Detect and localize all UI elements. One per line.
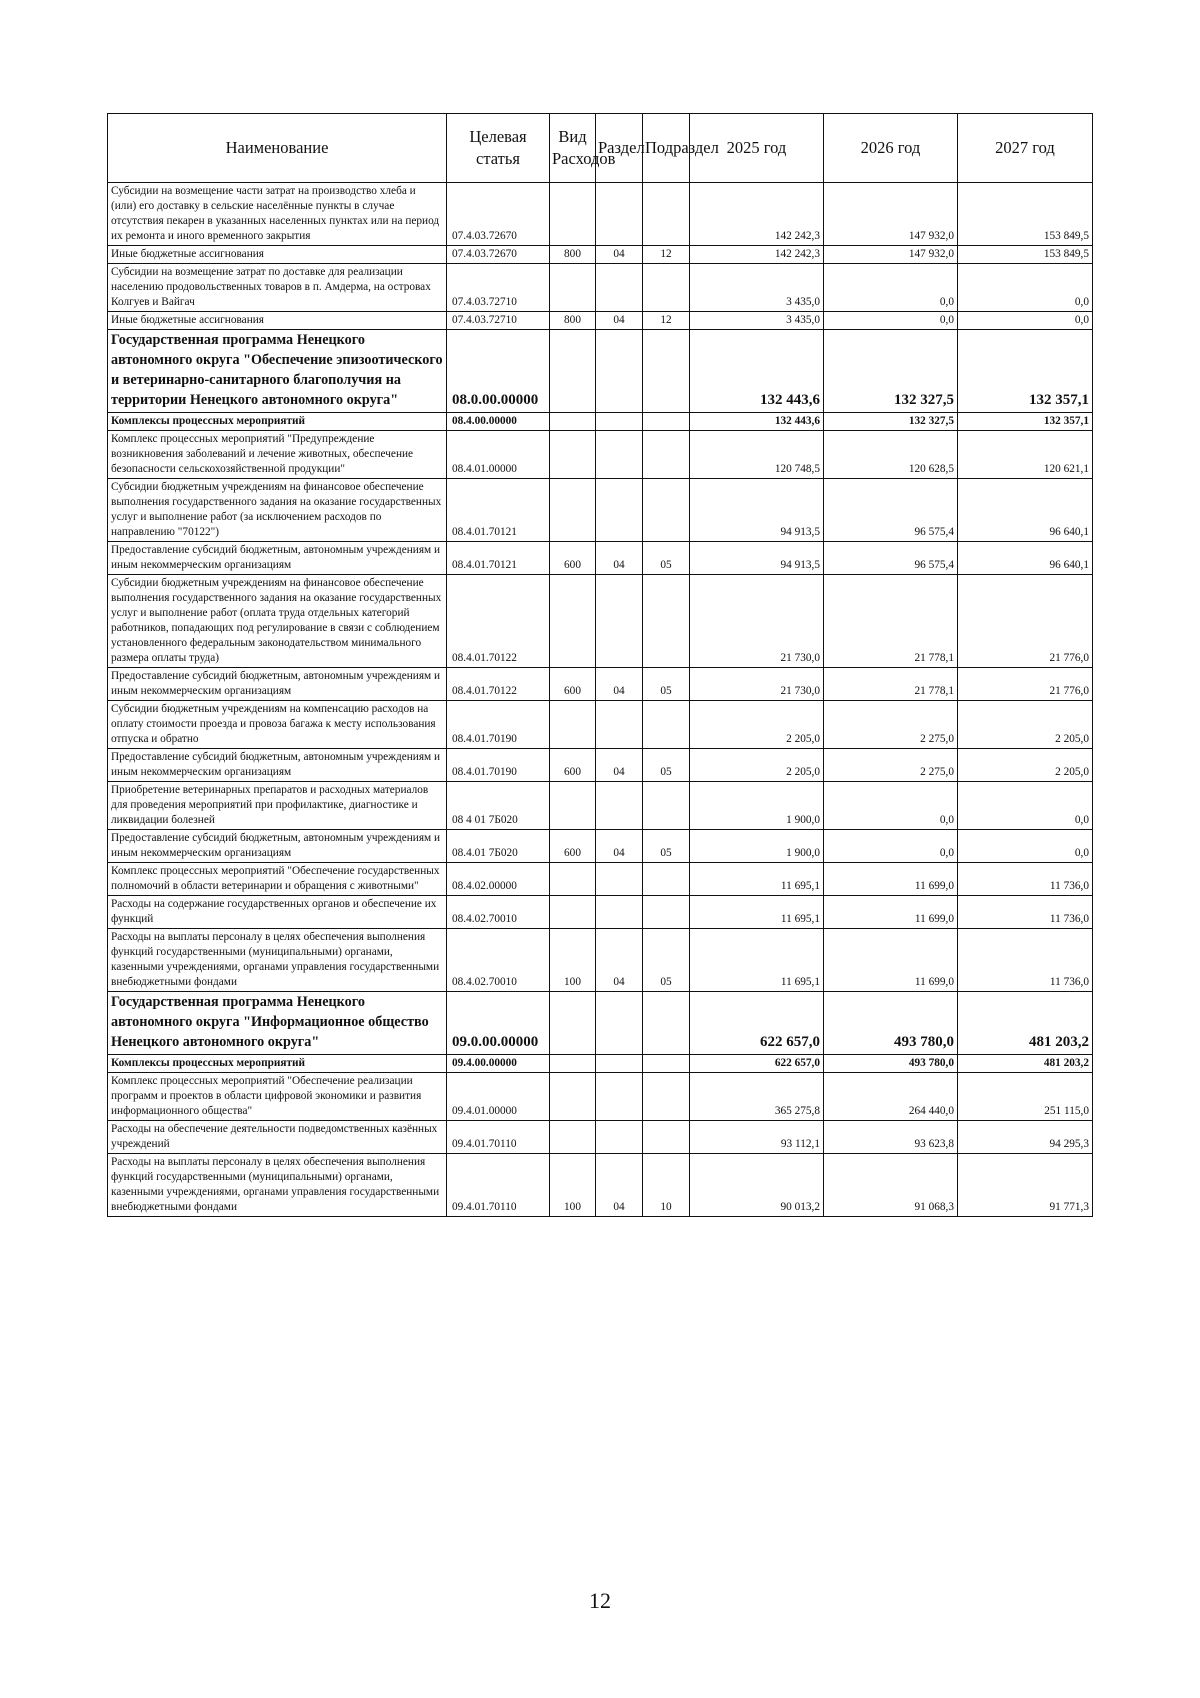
cell-2027: 11 736,0 [958,929,1093,992]
cell-target-article: 08.4.01.70121 [447,478,550,541]
table-row [108,478,1093,541]
table-row [108,667,1093,700]
cell-name: Расходы на выплаты персоналу в целях обеспечения выполнения функций государственными (муниципальными) органами, казенными учреждениями, органами управления государственными внебюджетными фондами [108,1153,447,1216]
cell-2027: 91 771,3 [958,1153,1093,1216]
cell-2027: 21 776,0 [958,667,1093,700]
cell-target-article: 08.4.01.00000 [447,430,550,478]
cell-2026: 91 068,3 [824,1153,958,1216]
cell-target-article: 09.4.01.70110 [447,1120,550,1153]
cell-2026: 132 327,5 [824,412,958,430]
cell-2025: 90 013,2 [690,1153,824,1216]
cell-section: 04 [596,541,643,574]
cell-subsection: 05 [643,667,690,700]
cell-2025: 142 242,3 [690,246,824,264]
table-row [108,183,1093,246]
cell-2027: 0,0 [958,782,1093,830]
cell-2025: 21 730,0 [690,574,824,667]
cell-section: 04 [596,312,643,330]
cell-target-article: 08.4.01.70122 [447,667,550,700]
cell-2027: 481 203,2 [958,992,1093,1055]
cell-expense-type: 100 [550,1153,596,1216]
cell-2027: 0,0 [958,312,1093,330]
cell-target-article: 07.4.03.72670 [447,246,550,264]
cell-target-article: 09.0.00.00000 [447,992,550,1055]
cell-expense-type: 600 [550,830,596,863]
cell-2026: 0,0 [824,830,958,863]
cell-expense-type [550,863,596,896]
cell-2027: 0,0 [958,264,1093,312]
cell-2026: 132 327,5 [824,330,958,413]
cell-target-article: 08.4.01.70122 [447,574,550,667]
cell-2025: 365 275,8 [690,1072,824,1120]
cell-subsection [643,264,690,312]
cell-section: 04 [596,246,643,264]
cell-expense-type [550,264,596,312]
cell-section [596,183,643,246]
cell-subsection: 05 [643,748,690,781]
cell-name: Приобретение ветеринарных препаратов и расходных материалов для проведения мероприятий при профилактике, диагностике и ликвидации болезней [108,782,447,830]
cell-name: Государственная программа Ненецкого автономного округа "Информационное общество Ненецкого автономного округа" [108,992,447,1055]
cell-target-article: 09.4.01.70110 [447,1153,550,1216]
cell-section [596,412,643,430]
table-row [108,929,1093,992]
cell-target-article: 08.4.02.70010 [447,929,550,992]
cell-2025: 3 435,0 [690,312,824,330]
cell-2027: 2 205,0 [958,700,1093,748]
cell-name: Комплекс процессных мероприятий "Предупреждение возникновения заболеваний и лечение животных, обеспечение безопасности сельскохозяйственной продукции" [108,430,447,478]
cell-name: Предоставление субсидий бюджетным, автономным учреждениям и иным некоммерческим организациям [108,541,447,574]
cell-subsection [643,1054,690,1072]
cell-2026: 96 575,4 [824,478,958,541]
cell-2026: 147 932,0 [824,183,958,246]
cell-subsection [643,896,690,929]
table-row [108,748,1093,781]
cell-expense-type: 600 [550,667,596,700]
budget-table-page [107,113,1092,1217]
cell-expense-type [550,478,596,541]
cell-2025: 2 205,0 [690,700,824,748]
table-row [108,1120,1093,1153]
cell-2025: 11 695,1 [690,929,824,992]
cell-target-article: 08.0.00.00000 [447,330,550,413]
cell-target-article: 09.4.01.00000 [447,1072,550,1120]
cell-2027: 251 115,0 [958,1072,1093,1120]
cell-name: Комплекс процессных мероприятий "Обеспечение реализации программ и проектов в области цифровой экономики и развития информационного общества" [108,1072,447,1120]
cell-name: Предоставление субсидий бюджетным, автономным учреждениям и иным некоммерческим организациям [108,667,447,700]
table-row [108,264,1093,312]
cell-2026: 493 780,0 [824,1054,958,1072]
table-row [108,412,1093,430]
cell-expense-type: 600 [550,541,596,574]
cell-2026: 11 699,0 [824,863,958,896]
cell-section: 04 [596,929,643,992]
header-2027: 2027 год [958,114,1093,183]
cell-expense-type [550,330,596,413]
cell-section [596,478,643,541]
cell-name: Субсидии бюджетным учреждениям на финансовое обеспечение выполнения государственного задания на оказание государственных услуг и выполнение работ (за исключением расходов по направлению "70122") [108,478,447,541]
cell-2027: 0,0 [958,830,1093,863]
cell-expense-type [550,183,596,246]
cell-section [596,330,643,413]
cell-expense-type [550,1120,596,1153]
cell-section [596,896,643,929]
cell-subsection [643,700,690,748]
cell-target-article: 08.4.02.70010 [447,896,550,929]
cell-2026: 0,0 [824,312,958,330]
cell-2026: 11 699,0 [824,929,958,992]
cell-name: Комплексы процессных мероприятий [108,1054,447,1072]
cell-2027: 21 776,0 [958,574,1093,667]
cell-expense-type [550,700,596,748]
cell-2027: 2 205,0 [958,748,1093,781]
cell-expense-type [550,430,596,478]
cell-2027: 11 736,0 [958,896,1093,929]
cell-expense-type: 800 [550,246,596,264]
cell-target-article: 07.4.03.72670 [447,183,550,246]
cell-section [596,992,643,1055]
cell-2026: 0,0 [824,264,958,312]
cell-section: 04 [596,667,643,700]
cell-2026: 493 780,0 [824,992,958,1055]
cell-expense-type [550,992,596,1055]
cell-expense-type: 800 [550,312,596,330]
cell-2025: 1 900,0 [690,782,824,830]
table-row [108,246,1093,264]
table-row [108,700,1093,748]
cell-2025: 94 913,5 [690,541,824,574]
cell-name: Расходы на выплаты персоналу в целях обеспечения выполнения функций государственными (муниципальными) органами, казенными учреждениями, органами управления государственными внебюджетными фондами [108,929,447,992]
table-row [108,992,1093,1055]
cell-name: Комплекс процессных мероприятий "Обеспечение государственных полномочий в области ветеринарии и обращения с животными" [108,863,447,896]
cell-2027: 481 203,2 [958,1054,1093,1072]
table-row [108,1054,1093,1072]
cell-name: Предоставление субсидий бюджетным, автономным учреждениям и иным некоммерческим организациям [108,830,447,863]
cell-2026: 96 575,4 [824,541,958,574]
cell-section [596,574,643,667]
cell-section [596,863,643,896]
table-row [108,863,1093,896]
cell-subsection [643,782,690,830]
cell-2025: 622 657,0 [690,992,824,1055]
cell-2027: 94 295,3 [958,1120,1093,1153]
cell-2027: 96 640,1 [958,541,1093,574]
cell-target-article: 08.4.02.00000 [447,863,550,896]
table-row [108,1072,1093,1120]
cell-target-article: 07.4.03.72710 [447,264,550,312]
cell-2026: 2 275,0 [824,700,958,748]
table-row [108,896,1093,929]
cell-2025: 2 205,0 [690,748,824,781]
cell-name: Расходы на обеспечение деятельности подведомственных казённых учреждений [108,1120,447,1153]
table-row [108,574,1093,667]
cell-target-article: 07.4.03.72710 [447,312,550,330]
cell-name: Субсидии на возмещение части затрат на производство хлеба и (или) его доставку в сельские населённые пункты в случае отсутствия пекарен в указанных населенных пунктах или на период их ремонта и иного временного закрытия [108,183,447,246]
cell-subsection [643,478,690,541]
header-article: Целевая статья [447,114,550,183]
cell-2026: 147 932,0 [824,246,958,264]
cell-name: Государственная программа Ненецкого автономного округа "Обеспечение эпизоотического и ветеринарно-санитарного благополучия на территории Ненецкого автономного округа" [108,330,447,413]
cell-subsection: 12 [643,246,690,264]
cell-2027: 153 849,5 [958,246,1093,264]
header-2026: 2026 год [824,114,958,183]
cell-section: 04 [596,748,643,781]
cell-subsection [643,330,690,413]
cell-subsection [643,1072,690,1120]
cell-expense-type [550,782,596,830]
cell-2025: 120 748,5 [690,430,824,478]
table-row [108,430,1093,478]
cell-subsection [643,574,690,667]
cell-2026: 120 628,5 [824,430,958,478]
cell-target-article: 08.4.01.70190 [447,700,550,748]
cell-subsection [643,863,690,896]
cell-2027: 96 640,1 [958,478,1093,541]
cell-2025: 1 900,0 [690,830,824,863]
cell-name: Субсидии бюджетным учреждениям на финансовое обеспечение выполнения государственного задания на оказание государственных услуг и выполнение работ (оплата труда отдельных категорий работников, попадающих под регулирование в связи с соблюдением установленного федеральным законодательством минимального размера оплаты труда) [108,574,447,667]
cell-section [596,1054,643,1072]
cell-section [596,1120,643,1153]
cell-expense-type: 100 [550,929,596,992]
cell-2027: 11 736,0 [958,863,1093,896]
table-row [108,830,1093,863]
cell-section [596,782,643,830]
cell-subsection: 05 [643,929,690,992]
cell-2026: 2 275,0 [824,748,958,781]
cell-expense-type [550,896,596,929]
cell-expense-type [550,574,596,667]
page-number: 12 [589,1588,611,1613]
header-section: Раздел [596,114,643,183]
cell-subsection: 05 [643,541,690,574]
table-header-row [108,114,1093,183]
cell-section [596,430,643,478]
cell-name: Комплексы процессных мероприятий [108,412,447,430]
cell-2025: 142 242,3 [690,183,824,246]
cell-section: 04 [596,830,643,863]
cell-target-article: 08 4 01 7Б020 [447,782,550,830]
cell-2026: 21 778,1 [824,667,958,700]
cell-expense-type [550,1054,596,1072]
table-body [108,183,1093,1217]
cell-2025: 132 443,6 [690,330,824,413]
cell-2025: 3 435,0 [690,264,824,312]
header-subsection: Подраздел [643,114,690,183]
header-name: Наименование [108,114,447,183]
cell-target-article: 08.4.01.70190 [447,748,550,781]
cell-2027: 153 849,5 [958,183,1093,246]
cell-2026: 0,0 [824,782,958,830]
cell-subsection: 10 [643,1153,690,1216]
cell-subsection [643,992,690,1055]
cell-target-article: 08.4.01.70121 [447,541,550,574]
cell-expense-type [550,412,596,430]
header-2025: 2025 год [690,114,824,183]
cell-2027: 132 357,1 [958,412,1093,430]
cell-name: Субсидии на возмещение затрат по доставке для реализации населению продовольственных товаров в п. Амдерма, на островах Колгуев и Вайгач [108,264,447,312]
cell-2027: 132 357,1 [958,330,1093,413]
cell-2025: 93 112,1 [690,1120,824,1153]
cell-name: Субсидии бюджетным учреждениям на компенсацию расходов на оплату стоимости проезда и провоза багажа к месту использования отпуска и обратно [108,700,447,748]
budget-table [107,113,1093,1217]
cell-subsection [643,183,690,246]
table-row [108,1153,1093,1216]
cell-2025: 94 913,5 [690,478,824,541]
cell-name: Иные бюджетные ассигнования [108,246,447,264]
cell-subsection [643,430,690,478]
cell-name: Расходы на содержание государственных органов и обеспечение их функций [108,896,447,929]
cell-name: Иные бюджетные ассигнования [108,312,447,330]
cell-target-article: 09.4.00.00000 [447,1054,550,1072]
cell-2026: 93 623,8 [824,1120,958,1153]
table-row [108,782,1093,830]
header-expense-type: Вид Расходов [550,114,596,183]
cell-subsection [643,1120,690,1153]
cell-section [596,264,643,312]
cell-name: Предоставление субсидий бюджетным, автономным учреждениям и иным некоммерческим организациям [108,748,447,781]
cell-2025: 21 730,0 [690,667,824,700]
cell-2027: 120 621,1 [958,430,1093,478]
cell-expense-type: 600 [550,748,596,781]
cell-subsection [643,412,690,430]
cell-expense-type [550,1072,596,1120]
cell-target-article: 08.4.01 7Б020 [447,830,550,863]
cell-subsection: 05 [643,830,690,863]
cell-target-article: 08.4.00.00000 [447,412,550,430]
cell-2025: 622 657,0 [690,1054,824,1072]
table-row [108,312,1093,330]
cell-section [596,1072,643,1120]
cell-2025: 11 695,1 [690,863,824,896]
table-row [108,330,1093,413]
cell-section [596,700,643,748]
cell-section: 04 [596,1153,643,1216]
cell-subsection: 12 [643,312,690,330]
cell-2026: 11 699,0 [824,896,958,929]
table-row [108,541,1093,574]
cell-2025: 132 443,6 [690,412,824,430]
cell-2026: 21 778,1 [824,574,958,667]
cell-2025: 11 695,1 [690,896,824,929]
cell-2026: 264 440,0 [824,1072,958,1120]
